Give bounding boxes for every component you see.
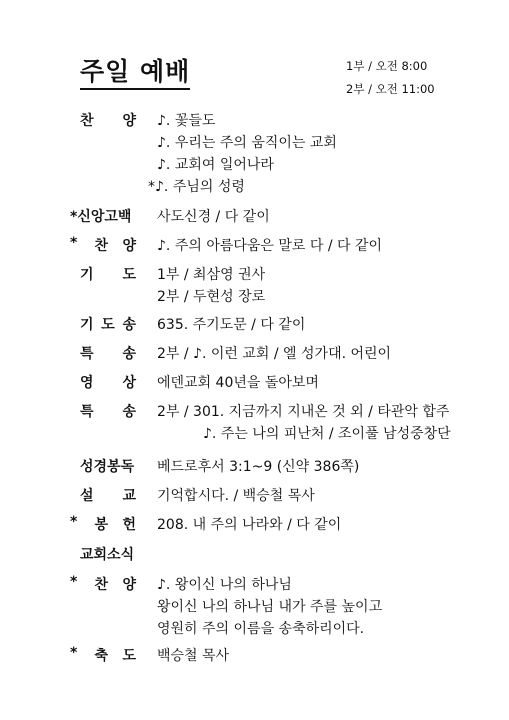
program-item-label-group [80, 110, 136, 130]
content-line: ♪. 꽃들도 [157, 113, 216, 129]
program-item-label: 교회소식 [80, 547, 135, 563]
content-line: 기억합시다. / 백승철 목사 [157, 488, 315, 504]
content-line: 208. 내 주의 나라와 / 다 같이 [157, 517, 342, 533]
program-item-label: 양 [122, 577, 136, 593]
program-item-label: 교 [122, 488, 136, 504]
program-item-content [157, 645, 229, 667]
program-item-label: 헌 [122, 517, 136, 533]
content-line: 2부 / ♪. 이런 교회 / 엘 성가대. 어린이 [157, 346, 392, 362]
content-line: ♪. 주의 아름다움은 말로 다 / 다 같이 [157, 238, 383, 254]
program-item-label: 설 [80, 488, 94, 504]
content-line: 2부 / 두현성 장로 [157, 289, 266, 305]
content-line: 635. 주기도문 / 다 같이 [157, 317, 306, 333]
content-line: 백승철 목사 [157, 648, 230, 664]
service-times [346, 55, 435, 101]
content-line: 베드로후서 3:1~9 (신약 386쪽) [157, 459, 360, 475]
program-item-label: 봉 [94, 517, 108, 533]
star-marker: * [70, 514, 78, 530]
content-line: *♪. 주님의 성령 [148, 179, 245, 195]
program-item-label: 양 [122, 238, 136, 254]
program-item-content [157, 514, 341, 536]
program-item-content [157, 314, 305, 336]
time-first-service: 1부 / 오전 8:00 [346, 59, 428, 73]
program-item-label: 기 [80, 267, 94, 283]
program-item-content [157, 343, 391, 365]
program-item-label: 양 [122, 113, 136, 129]
program-item-label: 송 [122, 404, 136, 420]
content-line: ♪. 왕이신 나의 하나님 [157, 577, 292, 593]
program-item-label: 찬 [94, 238, 108, 254]
program-item-content [157, 264, 265, 308]
program-item-label: 찬 [80, 113, 94, 129]
program-item-label: *신앙고백 [70, 209, 132, 225]
content-line: 사도신경 / 다 같이 [157, 209, 270, 225]
program-item-content [157, 485, 315, 507]
content-line: ♪. 주는 나의 피난처 / 조이풀 남성중창단 [203, 426, 451, 442]
content-line: 영원히 주의 이름을 송축하리이다. [157, 621, 365, 637]
program-item-content [157, 456, 359, 478]
program-item-label-group [80, 343, 136, 363]
page-title: 주일 예배 [80, 56, 190, 90]
program-item-label-group [70, 574, 136, 594]
program-item-label: 도 [122, 648, 136, 664]
program-item-content [157, 206, 270, 228]
program-item-label-group [70, 206, 131, 226]
content-line: 1부 / 최삼영 권사 [157, 267, 266, 283]
program-item-label: 기 [80, 317, 94, 333]
program-item-label: 특 [80, 404, 94, 420]
star-marker: * [70, 235, 78, 251]
program-item-label-group [80, 544, 134, 564]
program-item-content [157, 401, 451, 445]
program-item-label: 찬 [94, 577, 108, 593]
program-item-content [157, 372, 319, 394]
time-second-service: 2부 / 오전 11:00 [346, 82, 435, 96]
program-item-label-group [80, 372, 136, 392]
program-item-label: 도 [101, 317, 115, 333]
program-item-label-group [80, 314, 136, 334]
program-item-label-group [80, 264, 136, 284]
program-item-label: 축 [94, 648, 108, 664]
content-line: 2부 / 301. 지금까지 지내온 것 외 / 타관악 합주 [157, 404, 450, 420]
program-item-label-group [70, 235, 136, 255]
program-item-label: 도 [122, 267, 136, 283]
program-item-label: 상 [122, 375, 136, 391]
program-item-label: 영 [80, 375, 94, 391]
content-line: ♪. 교회여 일어나라 [157, 157, 274, 173]
program-item-content [157, 574, 382, 640]
star-marker: * [70, 574, 78, 590]
program-item-label: 송 [122, 317, 136, 333]
program-item-label-group [80, 485, 136, 505]
program-item-label: 특 [80, 346, 94, 362]
program-item-label-group [70, 645, 136, 665]
program-item-label-group [70, 514, 136, 534]
program-item-label-group [80, 456, 134, 476]
program-item-label: 송 [122, 346, 136, 362]
program-item-label: 성경봉독 [80, 459, 135, 475]
content-line: 왕이신 나의 하나님 내가 주를 높이고 [157, 599, 383, 615]
program-item-content [157, 235, 382, 257]
content-line: 에덴교회 40년을 돌아보며 [157, 375, 319, 391]
program-item-label-group [80, 401, 136, 421]
content-line: ♪. 우리는 주의 움직이는 교회 [157, 135, 337, 151]
program-item-content [148, 110, 337, 198]
star-marker: * [70, 645, 78, 661]
